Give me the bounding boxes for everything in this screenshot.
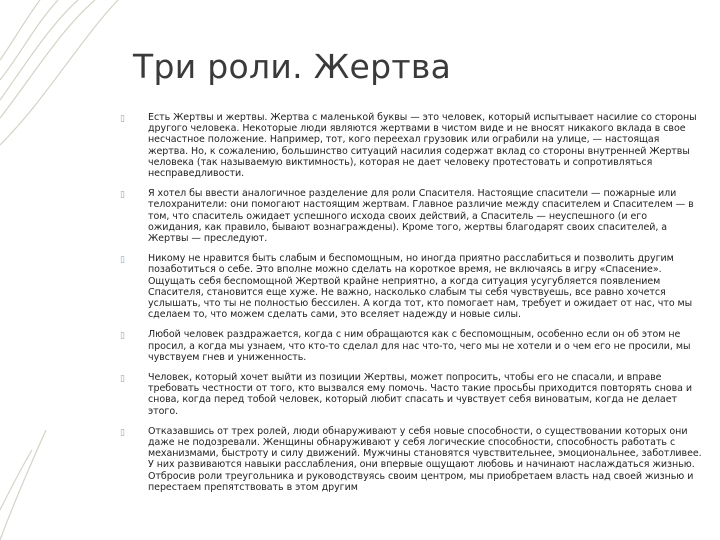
hollow-bullet-icon: ▯	[120, 114, 125, 124]
bullet-item	[120, 112, 702, 179]
bullet-text: Человек, который хочет выйти из позиции Жертвы, может попросить, чтобы его не спасали, и вправе требовать честности от того, кто вызвался ему помочь. Часто такие просьбы приходится повторять снова и снова, когда перед тобой человек, который любит спасать и чувствует себя виноватым, когда не делает этого.	[148, 372, 693, 417]
bullet-text: Отказавшись от трех ролей, люди обнаруживают у себя новые способности, о существовании которых они даже не подозревали. Женщины обнаруживают у себя логические способности, способность работать с механизмами, быстроту и силу движений. Мужчины становятся чувствительнее, эмоциональнее, заботливее. У них развиваются навыки расслабления, они впервые ощущают любовь и начинают наслаждаться жизнью. Отбросив роли треугольника и руководствуясь своим центром, мы приобретаем власть над своей жизнью и перестаем препятствовать в этом другим	[148, 425, 702, 493]
hollow-bullet-icon: ▯	[120, 427, 125, 438]
bullet-text: Никому не нравится быть слабым и беспомощным, но иногда приятно расслабиться и позволить другим позаботиться о себе. Это вполне можно сделать на короткое время, не включаясь в игру «Спасение». Ощущать себя беспомощной Жертвой крайне неприятно, а когда ситуация усугубляется появлением Спасителя, становится еще хуже. Не важно, насколько слабым ты себя чувствуешь, все равно хочется услышать, что ты не полностью бессилен. А когда тот, кто помогает нам, требует и ожидает от нас, что мы сделаем то, что можем сделать сами, это вселяет надежду и новые силы.	[148, 253, 693, 321]
bullet-item	[120, 188, 702, 244]
bullet-text: Я хотел бы ввести аналогичное разделение для роли Спасителя. Настоящие спасители — пожарные или телохранители: они помогают настоящим жертвам. Главное различие между спасителем и Спасителем — в том, что спаситель ожидает успешного исхода своих действий, а Спаситель — неуспешного (и его ожидания, как правило, бывают вознаграждены). Кроме того, жертвы благодарят своих спасителей, а Жертвы — преследуют.	[148, 188, 694, 245]
bullet-item	[120, 372, 702, 417]
hollow-bullet-icon: ▯	[120, 374, 125, 385]
hollow-bullet-icon: ▯	[120, 190, 125, 201]
bullet-item	[120, 253, 702, 320]
hollow-bullet-icon: ▯	[120, 331, 125, 342]
slide-title: Три роли. Жертва	[133, 47, 452, 86]
bullet-item	[120, 426, 702, 493]
hollow-bullet-icon: ▯	[120, 255, 125, 266]
bullet-text: Есть Жертвы и жертвы. Жертва с маленькой буквы — это человек, который испытывает насилие со стороны другого человека. Некоторые люди являются жертвами в чистом виде и не вносят никакого вклада в свое несчастное положение. Например, тот, кого переехал грузовик или ограбили на улице, — настоящая жертва. Но, к сожалению, большинство ситуаций насилия содержат вклад со стороны внутренней Жертвы человека (так называемую виктимность), которая не дает человеку протестовать и сопротивляться несправедливости.	[148, 112, 697, 180]
bullet-text: Любой человек раздражается, когда с ним обращаются как с беспомощным, особенно если он об этом не просил, а когда мы узнаем, что кто-то сделал для нас что-то, чего мы не хотели и о чем его не просили, мы чувствуем гнев и униженность.	[148, 329, 691, 363]
bullet-item	[120, 329, 702, 363]
bullet-list	[120, 112, 702, 502]
